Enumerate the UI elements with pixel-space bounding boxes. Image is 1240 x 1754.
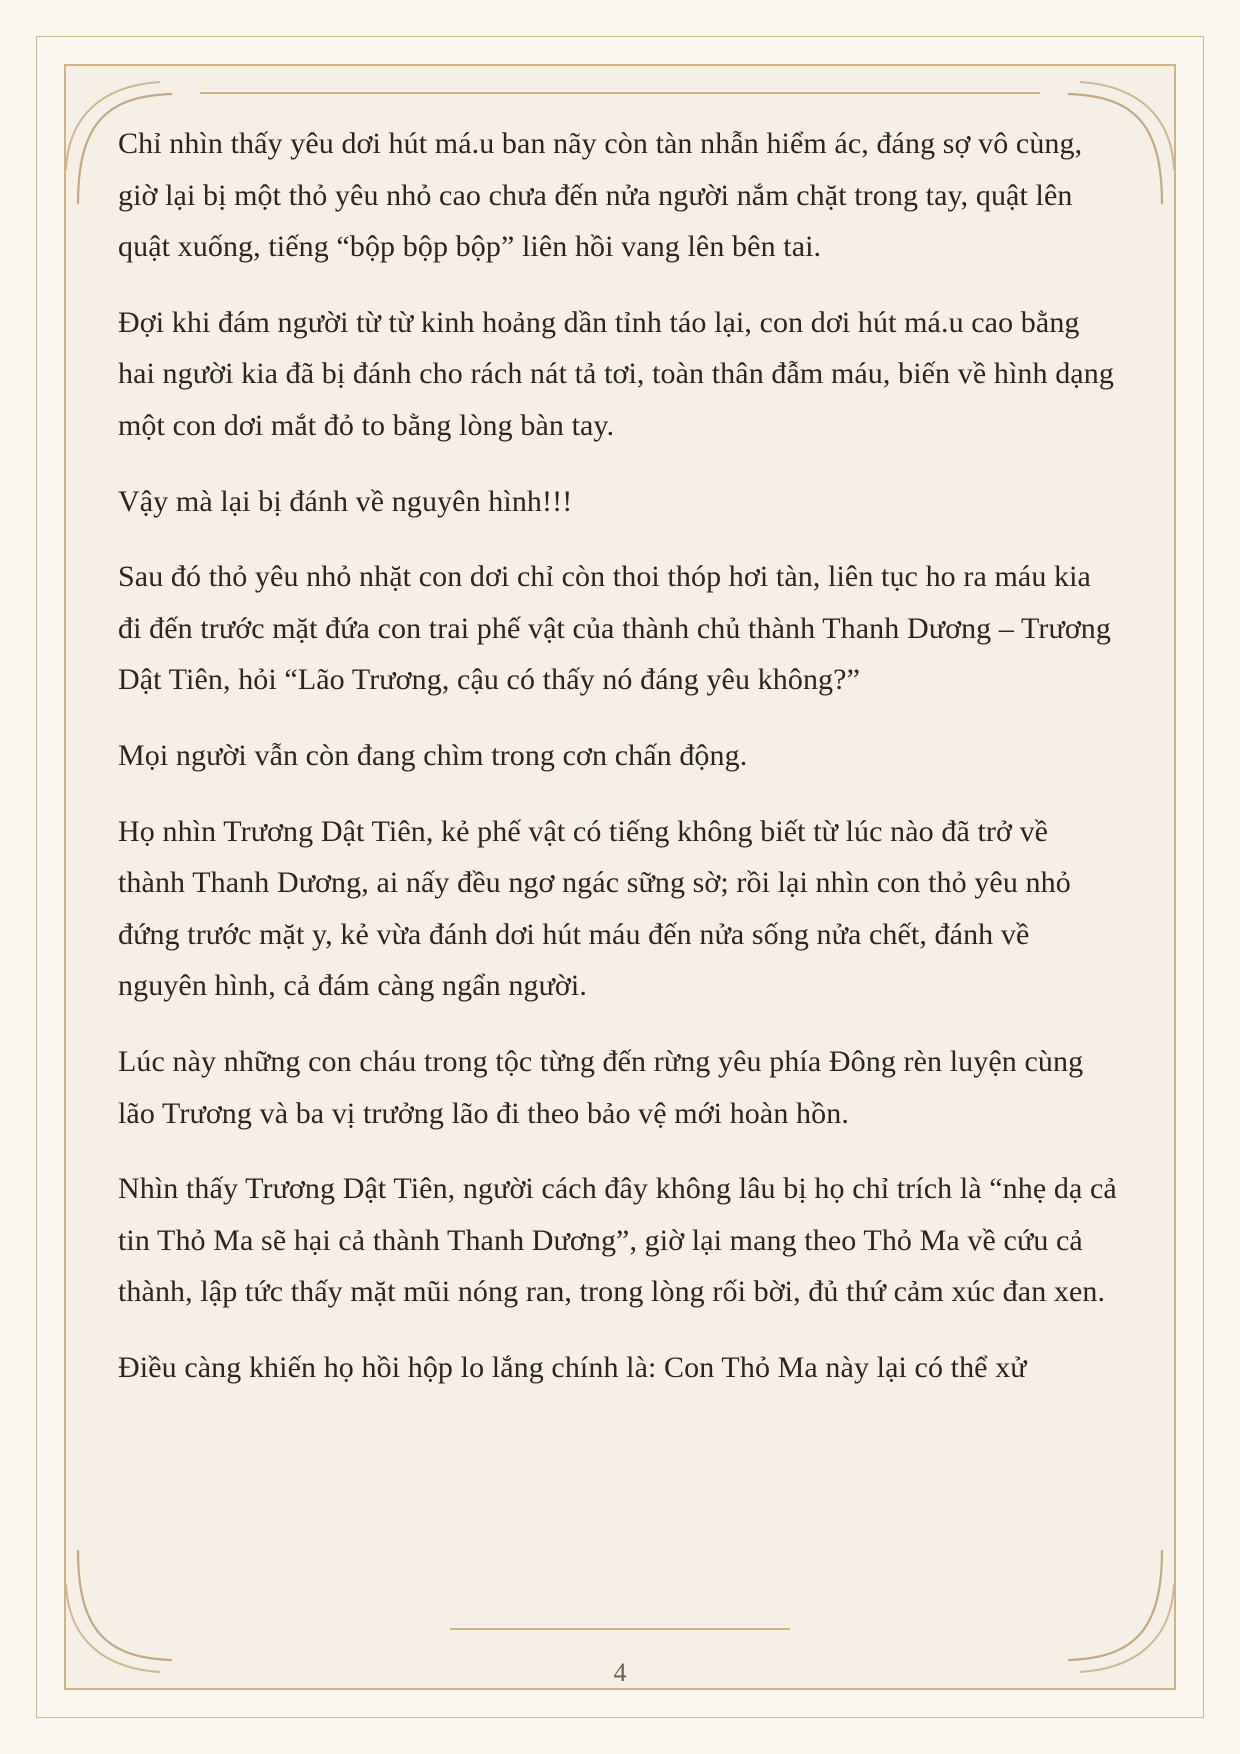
footer-rule: [450, 1628, 790, 1630]
page-number: 4: [613, 1658, 627, 1687]
paragraph: Lúc này những con cháu trong tộc từng đến rừng yêu phía Đông rèn luyện cùng lão Trương và ba vị trưởng lão đi theo bảo vệ mới hoàn hồn.: [118, 1044, 1084, 1130]
paragraph: Họ nhìn Trương Dật Tiên, kẻ phế vật có tiếng không biết từ lúc nào đã trở về thành Thanh Dương, ai nấy đều ngơ ngác sững sờ; rồi lại nhìn con thỏ yêu nhỏ đứng trước mặt y, kẻ vừa đánh dơi hút máu đến nửa sống nửa chết, đánh về nguyên hình, cả đám càng ngẩn người.: [118, 814, 1071, 1003]
paragraph: Điều càng khiến họ hồi hộp lo lắng chính là: Con Thỏ Ma này lại có thể xử: [118, 1350, 1027, 1384]
paragraph: Sau đó thỏ yêu nhỏ nhặt con dơi chỉ còn thoi thóp hơi tàn, liên tục ho ra máu kia đi đến trước mặt đứa con trai phế vật của thành chủ thành Thanh Dương – Trương Dật Tiên, hỏi “Lão Trương, cậu có thấy nó đáng yêu không?”: [118, 560, 1112, 697]
page-footer: [0, 1658, 1240, 1688]
paragraph: Nhìn thấy Trương Dật Tiên, người cách đây không lâu bị họ chỉ trích là “nhẹ dạ cả tin Thỏ Ma sẽ hại cả thành Thanh Dương”, giờ lại mang theo Thỏ Ma về cứu cả thành, lập tức thấy mặt mũi nóng ran, trong lòng rối bời, đủ thứ cảm xúc đan xen.: [118, 1172, 1117, 1309]
paragraph: Vậy mà lại bị đánh về nguyên hình!!!: [118, 484, 573, 518]
paragraph: Đợi khi đám người từ từ kinh hoảng dần tỉnh táo lại, con dơi hút má.u cao bằng hai người kia đã bị đánh cho rách nát tả tơi, toàn thân đẫm máu, biến về hình dạng một con dơi mắt đỏ to bằng lòng bàn tay.: [118, 305, 1114, 442]
page-body-text: [118, 118, 1122, 1478]
header-rule: [200, 92, 1040, 94]
paragraph: Mọi người vẫn còn đang chìm trong cơn chấn động.: [118, 738, 748, 772]
paragraph: Chỉ nhìn thấy yêu dơi hút má.u ban nãy còn tàn nhẫn hiểm ác, đáng sợ vô cùng, giờ lại bị một thỏ yêu nhỏ cao chưa đến nửa người nắm chặt trong tay, quật lên quật xuống, tiếng “bộp bộp bộp” liên hồi vang lên bên tai.: [118, 127, 1083, 264]
